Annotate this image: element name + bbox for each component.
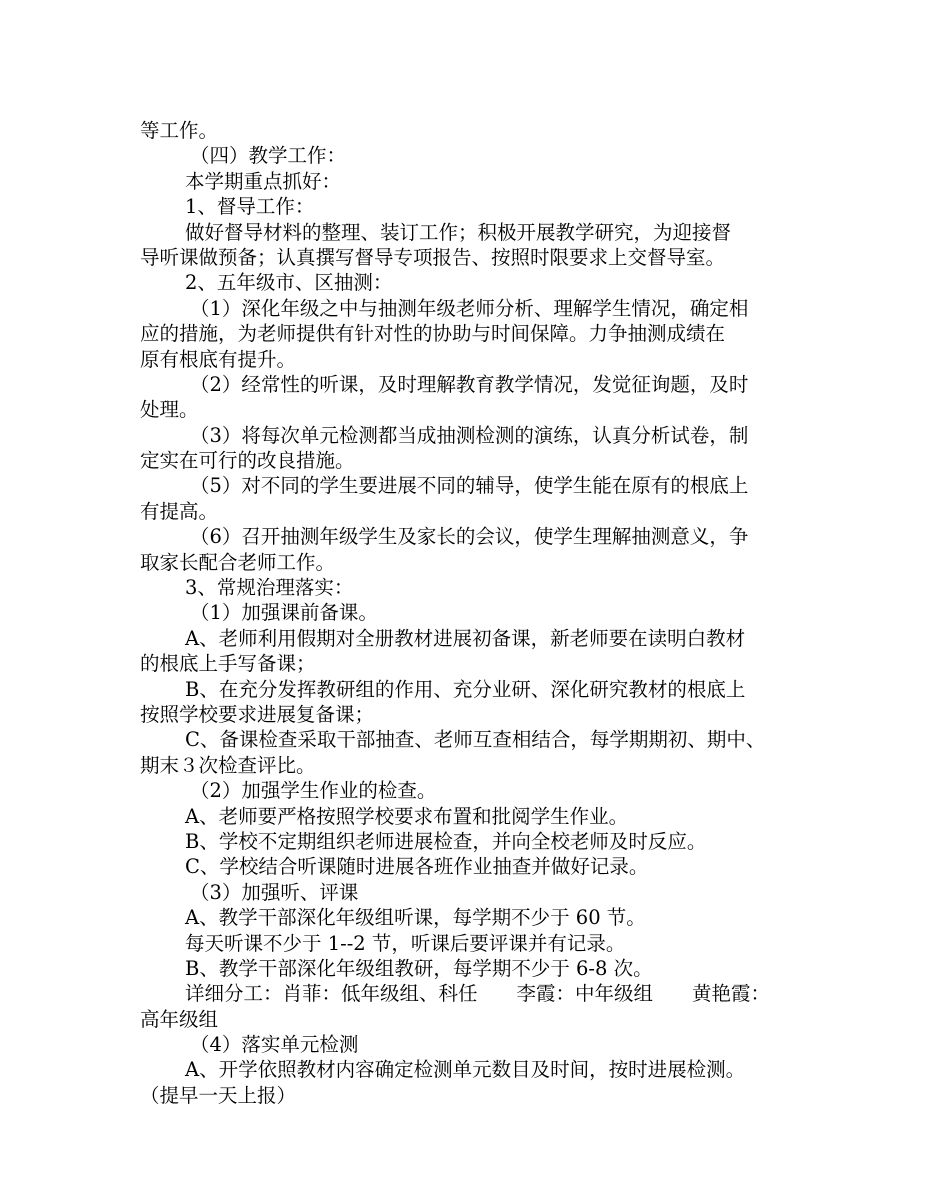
text-line: 做好督导材料的整理、装订工作；积极开展教学研究，为迎接督 (185, 220, 732, 244)
text-line: C、学校结合听课随时进展各班作业抽查并做好记录。 (185, 855, 649, 879)
text-line: 每天听课不少于 1--2 节，听课后要评课并有记录。 (185, 931, 626, 955)
text-line: 的根底上手写备课； (140, 652, 316, 676)
text-line: 应的措施，为老师提供有针对性的协助与时间保障。力争抽测成绩在 (140, 322, 726, 346)
text-line: 导听课做预备；认真撰写督导专项报告、按照时限要求上交督导室。 (140, 245, 726, 269)
text-line: 处理。 (140, 398, 199, 422)
text-line: 原有根底有提升。 (140, 347, 297, 371)
text-line: 本学期重点抓好： (185, 169, 342, 193)
text-line: B、教学干部深化年级组教研，每学期不少于 6-8 次。 (185, 956, 653, 980)
text-line: 等工作。 (140, 119, 219, 142)
text-line: 高年级组 (140, 1007, 219, 1031)
text-line: （2）经常性的听课，及时理解教育教学情况，发觉征询题，及时 (190, 372, 749, 396)
text-line: （4）落实单元检测 (190, 1033, 359, 1057)
section-heading: （四）教学工作： (190, 144, 347, 168)
item-heading: 3、常规治理落实： (185, 576, 354, 600)
text-line: C、备课检查采取干部抽查、老师互查相结合，每学期期初、期中、 (185, 728, 766, 752)
text-line: （提早一天上报） (140, 1083, 297, 1107)
text-line: （2）加强学生作业的检查。 (190, 779, 437, 803)
item-heading: 2、五年级市、区抽测： (185, 271, 393, 295)
text-line: （5）对不同的学生要进展不同的辅导，使学生能在原有的根底上 (190, 474, 749, 498)
text-line: B、学校不定期组织老师进展检查，并向全校老师及时反应。 (185, 829, 707, 853)
text-line: A、开学依照教材内容确定检测单元数目及时间，按时进展检测。 (185, 1058, 746, 1082)
text-line: B、在充分发挥教研组的作用、充分业研、深化研究教材的根底上 (185, 677, 746, 701)
text-line: A、老师利用假期对全册教材进展初备课，新老师要在读明白教材 (185, 626, 746, 650)
text-line: （1）加强课前备课。 (190, 601, 378, 625)
text-line: 详细分工：肖菲：低年级组、科任 李霞：中年级组 黄艳霞： (185, 982, 771, 1006)
text-line: 取家长配合老师工作。 (140, 550, 336, 574)
text-line: 有提高。 (140, 499, 219, 523)
text-line: 按照学校要求进展复备课； (140, 702, 375, 726)
item-heading: 1、督导工作： (185, 195, 315, 219)
document-body (140, 118, 830, 1108)
text-line: A、老师要严格按照学校要求布置和批阅学生作业。 (185, 804, 629, 828)
text-line: （6）召开抽测年级学生及家长的会议，使学生理解抽测意义，争 (190, 525, 749, 549)
text-line: （3）将每次单元检测都当成抽测检测的演练，认真分析试卷，制 (190, 423, 749, 447)
text-line: （1）深化年级之中与抽测年级老师分析、理解学生情况，确定相 (190, 296, 749, 320)
text-line: 定实在可行的改良措施。 (140, 449, 355, 473)
text-line: 期末３次检查评比。 (140, 753, 316, 777)
text-line: A、教学干部深化年级组听课，每学期不少于 60 节。 (185, 906, 646, 930)
text-line: （3）加强听、评课 (190, 880, 359, 904)
